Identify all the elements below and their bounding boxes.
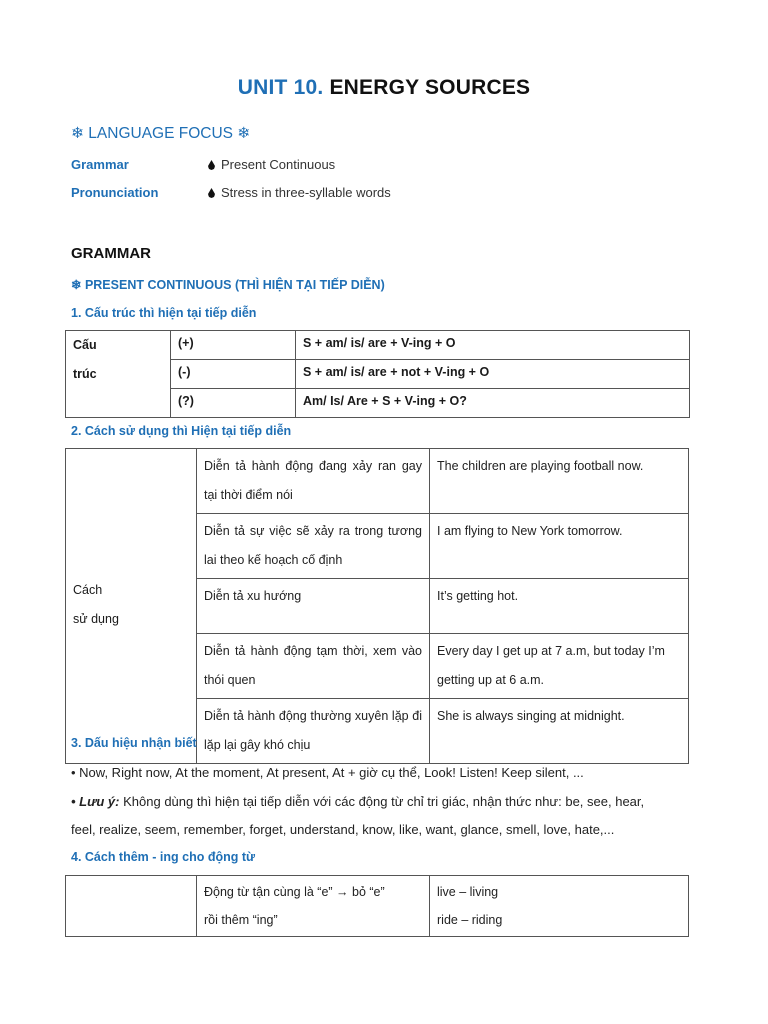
example-cell: It’s getting hot. [430, 579, 689, 634]
section3-heading: 3. Dấu hiệu nhận biết [71, 736, 197, 750]
note-line [71, 794, 644, 809]
rule-example-cell: live – living ride – riding [430, 876, 689, 937]
sign-cell: (?) [171, 389, 296, 418]
drop-bullet-icon [208, 160, 215, 170]
focus-key: Grammar [71, 157, 129, 172]
ing-rules-table [65, 875, 689, 937]
formula-cell: Am/ Is/ Are + S + V-ing + O? [296, 389, 690, 418]
example-cell: The children are playing football now. [430, 449, 689, 514]
page-title [0, 76, 768, 100]
example-cell: I am flying to New York tomorrow. [430, 514, 689, 579]
rule-cell: Động từ tận cùng là “e” → bỏ “e” rồi thêm “ing” [197, 876, 430, 937]
present-continuous-heading: ❄ PRESENT CONTINUOUS (THÌ HIỆN TẠI TIẾP DIỄN) [71, 278, 385, 292]
focus-key: Pronunciation [71, 185, 159, 200]
empty-cell [66, 876, 197, 937]
focus-value: Stress in three-syllable words [208, 185, 391, 200]
usage-cell: Diễn tả sự việc sẽ xảy ra trong tương lai theo kế hoạch cố định [197, 514, 430, 579]
language-focus-heading: ❄ LANGUAGE FOCUS ❄ [71, 125, 251, 142]
verb-list: feel, realize, seem, remember, forget, understand, know, like, want, glance, smell, love, hate,... [71, 822, 615, 837]
usage-label: Cách sử dụng [66, 449, 197, 764]
section2-heading: 2. Cách sử dụng thì Hiện tại tiếp diễn [71, 424, 292, 438]
formula-cell: S + am/ is/ are + not + V-ing + O [296, 360, 690, 389]
usage-cell: Diễn tả hành động đang xảy ran gay tại thời điểm nói [197, 449, 430, 514]
structure-label: Cấu trúc [66, 331, 171, 418]
formula-cell: S + am/ is/ are + V-ing + O [296, 331, 690, 360]
usage-cell: Diễn tả xu hướng [197, 579, 430, 634]
example-cell: Every day I get up at 7 a.m, but today I’m getting up at 6 a.m. [430, 634, 689, 699]
usage-cell: Diễn tả hành động tạm thời, xem vào thói quen [197, 634, 430, 699]
note-label: • Lưu ý: [71, 794, 120, 809]
unit-name: ENERGY SOURCES [329, 76, 531, 99]
grammar-heading: GRAMMAR [71, 245, 151, 262]
usage-cell: Diễn tả hành động thường xuyên lặp đi lặp lại gây khó chịu [197, 699, 430, 764]
focus-value: Present Continuous [208, 157, 335, 172]
unit-number: UNIT 10. [237, 76, 324, 99]
drop-bullet-icon [208, 188, 215, 198]
example-cell: She is always singing at midnight. [430, 699, 689, 764]
sign-cell: (+) [171, 331, 296, 360]
section1-heading: 1. Cấu trúc thì hiện tại tiếp diễn [71, 306, 257, 320]
note-text: Không dùng thì hiện tại tiếp diễn với các động từ chỉ tri giác, nhận thức như: be, see, hear, [119, 794, 645, 809]
section4-heading: 4. Cách thêm - ing cho động từ [71, 850, 256, 864]
sign-cell: (-) [171, 360, 296, 389]
structure-table [65, 330, 690, 418]
signal-words: • Now, Right now, At the moment, At present, At + giờ cụ thể, Look! Listen! Keep silent, ... [71, 765, 584, 780]
usage-table [65, 448, 689, 764]
